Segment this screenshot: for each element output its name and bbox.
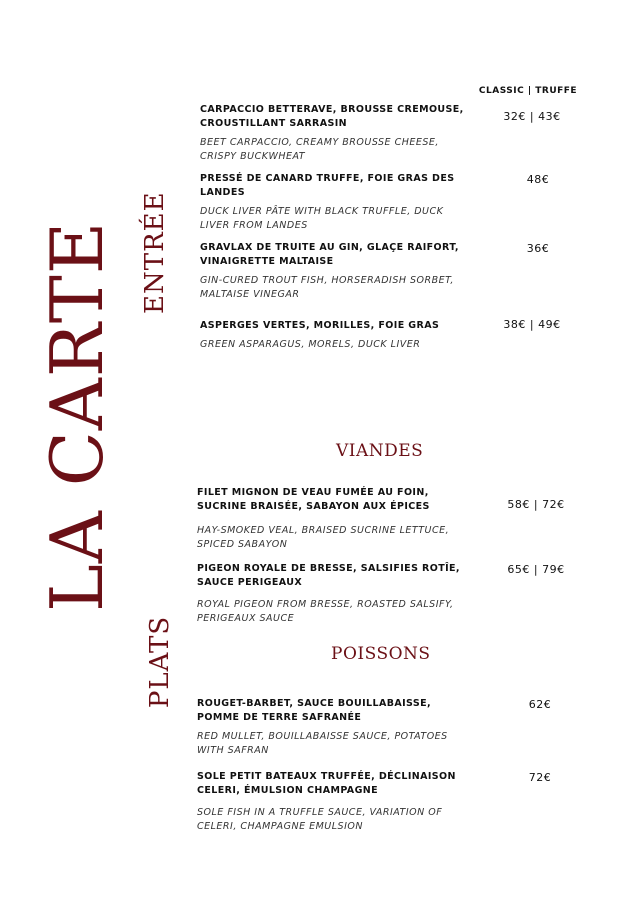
dish-price: 65€ | 79€ [507,563,565,576]
dish-name: SOLE PETIT BATEAUX TRUFFÉE, DÉCLINAISON CELERI, ÉMULSION CHAMPAGNE [197,771,456,796]
dish-price: 58€ | 72€ [507,498,565,511]
dish-name: PRESSÉ DE CANARD TRUFFE, FOIE GRAS DES LANDES [200,173,455,198]
dish-price: 48€ [526,173,550,186]
dish-price: 38€ | 49€ [503,318,561,331]
dish-description: GREEN ASPARAGUS, MORELS, DUCK LIVER [200,339,421,350]
menu-item [197,770,467,834]
dish-name: ROUGET-BARBET, SAUCE BOUILLABAISSE, POMME DE TERRE SAFRANÉE [197,698,431,723]
viandes-heading: VIANDES [336,441,424,461]
menu-item [200,172,470,233]
dish-price: 62€ [528,698,552,711]
dish-name: GRAVLAX DE TRUITE AU GIN, GLAÇE RAIFORT, VINAIGRETTE MALTAISE [200,242,459,267]
dish-name: ASPERGES VERTES, MORILLES, FOIE GRAS [200,320,440,331]
dish-description: SOLE FISH IN A TRUFFLE SAUCE, VARIATION OF CELERI, CHAMPAGNE EMULSION [197,807,443,832]
dish-price: 72€ [528,771,552,784]
dish-description: BEET CARPACCIO, CREAMY BROUSSE CHEESE, CRISPY BUCKWHEAT [200,137,439,162]
menu-item [197,486,467,552]
menu-item [200,103,470,164]
poissons-heading: POISSONS [331,644,431,664]
price-column-header: CLASSIC | TRUFFE [478,86,578,96]
dish-description: HAY-SMOKED VEAL, BRAISED SUCRINE LETTUCE, SPICED SABAYON [197,525,450,550]
main-title: LA CARTE [35,220,119,612]
menu-item [200,241,470,302]
menu-item [200,319,470,352]
dish-name: CARPACCIO BETTERAVE, BROUSSE CREMOUSE, CROUSTILLANT SARRASIN [200,104,464,129]
dish-price: 32€ | 43€ [503,110,561,123]
dish-price: 36€ [526,242,550,255]
menu-item [197,697,467,758]
dish-description: GIN-CURED TROUT FISH, HORSERADISH SORBET, MALTAISE VINEGAR [200,275,454,300]
menu-item [197,562,467,626]
dish-description: ROYAL PIGEON FROM BRESSE, ROASTED SALSIFY, PERIGEAUX SAUCE [197,599,454,624]
plats-title: PLATS [145,615,175,709]
dish-name: FILET MIGNON DE VEAU FUMÉE AU FOIN, SUCRINE BRAISÉE, SABAYON AUX ÉPICES [197,487,430,512]
dish-name: PIGEON ROYALE DE BRESSE, SALSIFIES ROTÎE, SAUCE PERIGEAUX [197,563,460,588]
entree-title: ENTRÉE [140,191,170,314]
dish-description: RED MULLET, BOUILLABAISSE SAUCE, POTATOES WITH SAFRAN [197,731,448,756]
dish-description: DUCK LIVER PÂTE WITH BLACK TRUFFLE, DUCK LIVER FROM LANDES [200,206,444,231]
